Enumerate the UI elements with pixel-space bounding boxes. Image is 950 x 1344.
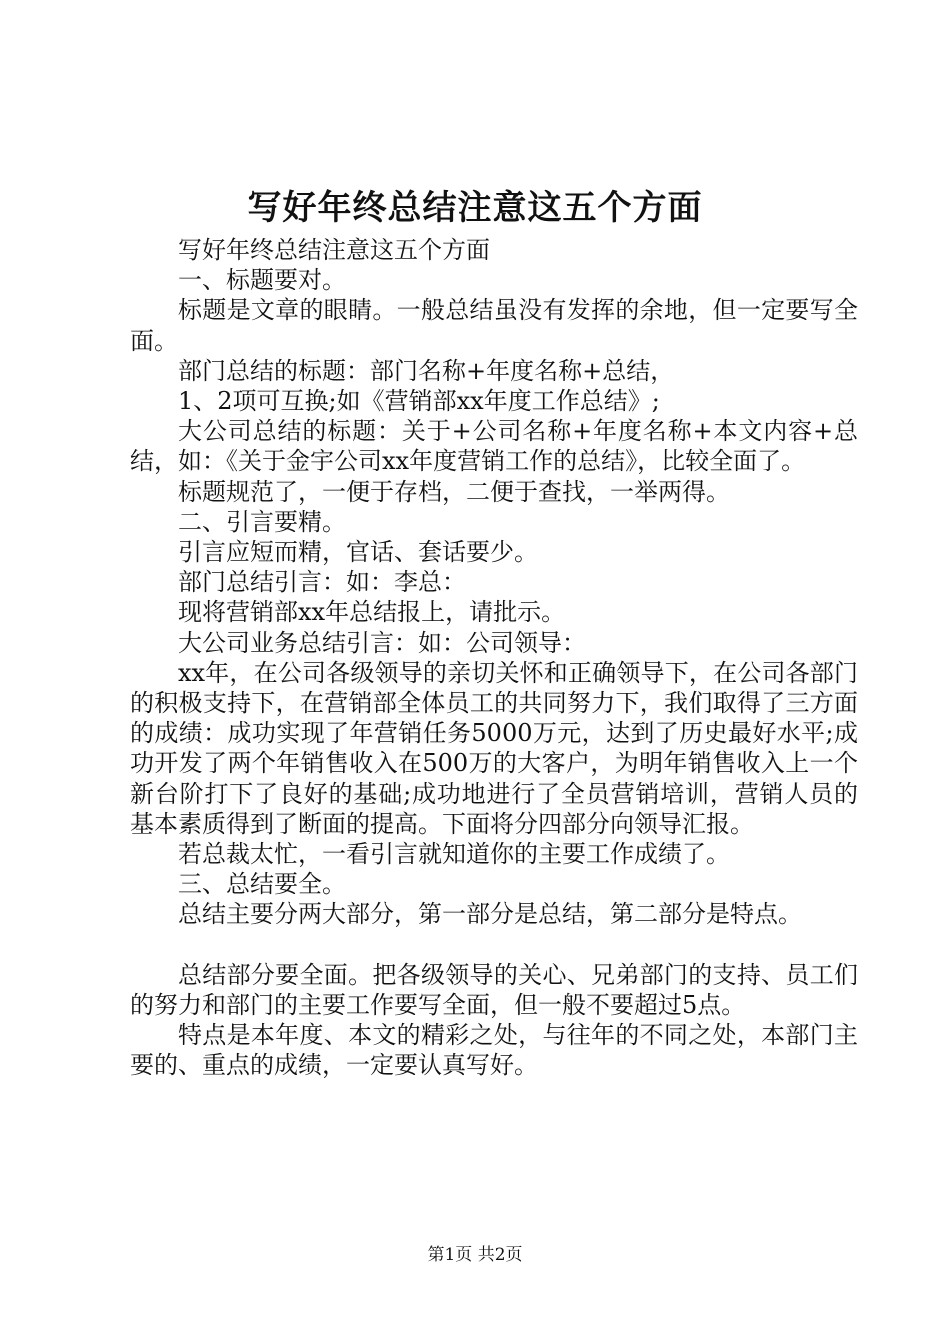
- paragraph: 部门总结引言：如：李总：: [178, 568, 466, 597]
- paragraph: 若总裁太忙，一看引言就知道你的主要工作成绩了。: [178, 840, 730, 869]
- paragraph-subtitle: 写好年终总结注意这五个方面: [178, 236, 490, 264]
- paragraph: 大公司总结的标题：关于+公司名称+年度名称+本文内容+总结，如：《关于金宇公司xx年度营销工作的总结》，比较全面了。: [130, 417, 858, 476]
- paragraph: 总结主要分两大部分，第一部分是总结，第二部分是特点。: [178, 900, 802, 929]
- paragraph: 大公司业务总结引言：如：公司领导：: [178, 628, 586, 657]
- page-number-footer: 第1页 共2页: [427, 1245, 523, 1265]
- paragraph: 总结部分要全面。把各级领导的关心、兄弟部门的支持、员工们的努力和部门的主要工作要写全面，但一般不要超过5点。: [130, 960, 858, 1020]
- paragraph: 1、2项可互换;如《营销部xx年度工作总结》;: [178, 387, 660, 416]
- section-heading-summary: 三、总结要全。: [178, 870, 346, 899]
- paragraph: 特点是本年度、本文的精彩之处，与往年的不同之处，本部门主要的、重点的成绩，一定要认真写好。: [130, 1021, 858, 1080]
- document-title: 写好年终总结注意这五个方面: [247, 188, 703, 228]
- paragraph: 引言应短而精，官话、套话要少。: [178, 538, 538, 567]
- section-heading-title: 一、标题要对。: [178, 266, 346, 295]
- section-heading-intro: 二、引言要精。: [178, 507, 346, 536]
- document-body: [130, 235, 858, 1081]
- paragraph: xx年，在公司各级领导的亲切关怀和正确领导下，在公司各部门的积极支持下，在营销部全体员工的共同努力下，我们取得了三方面的成绩：成功实现了年营销任务5000万元，达到了历史最好水平;成功开发了两个年销售收入在500万的大客户，为明年销售收入上一个新台阶打下了良好的基础;成功地进行了全员营销培训，营销人员的基本素质得到了断面的提高。下面将分四部分向领导汇报。: [130, 658, 858, 838]
- paragraph: 标题规范了，一便于存档，二便于查找，一举两得。: [178, 477, 730, 506]
- paragraph: 标题是文章的眼睛。一般总结虽没有发挥的余地，但一定要写全面。: [130, 296, 858, 355]
- paragraph: 部门总结的标题：部门名称+年度名称+总结，: [178, 356, 675, 385]
- paragraph: 现将营销部xx年总结报上，请批示。: [178, 598, 566, 627]
